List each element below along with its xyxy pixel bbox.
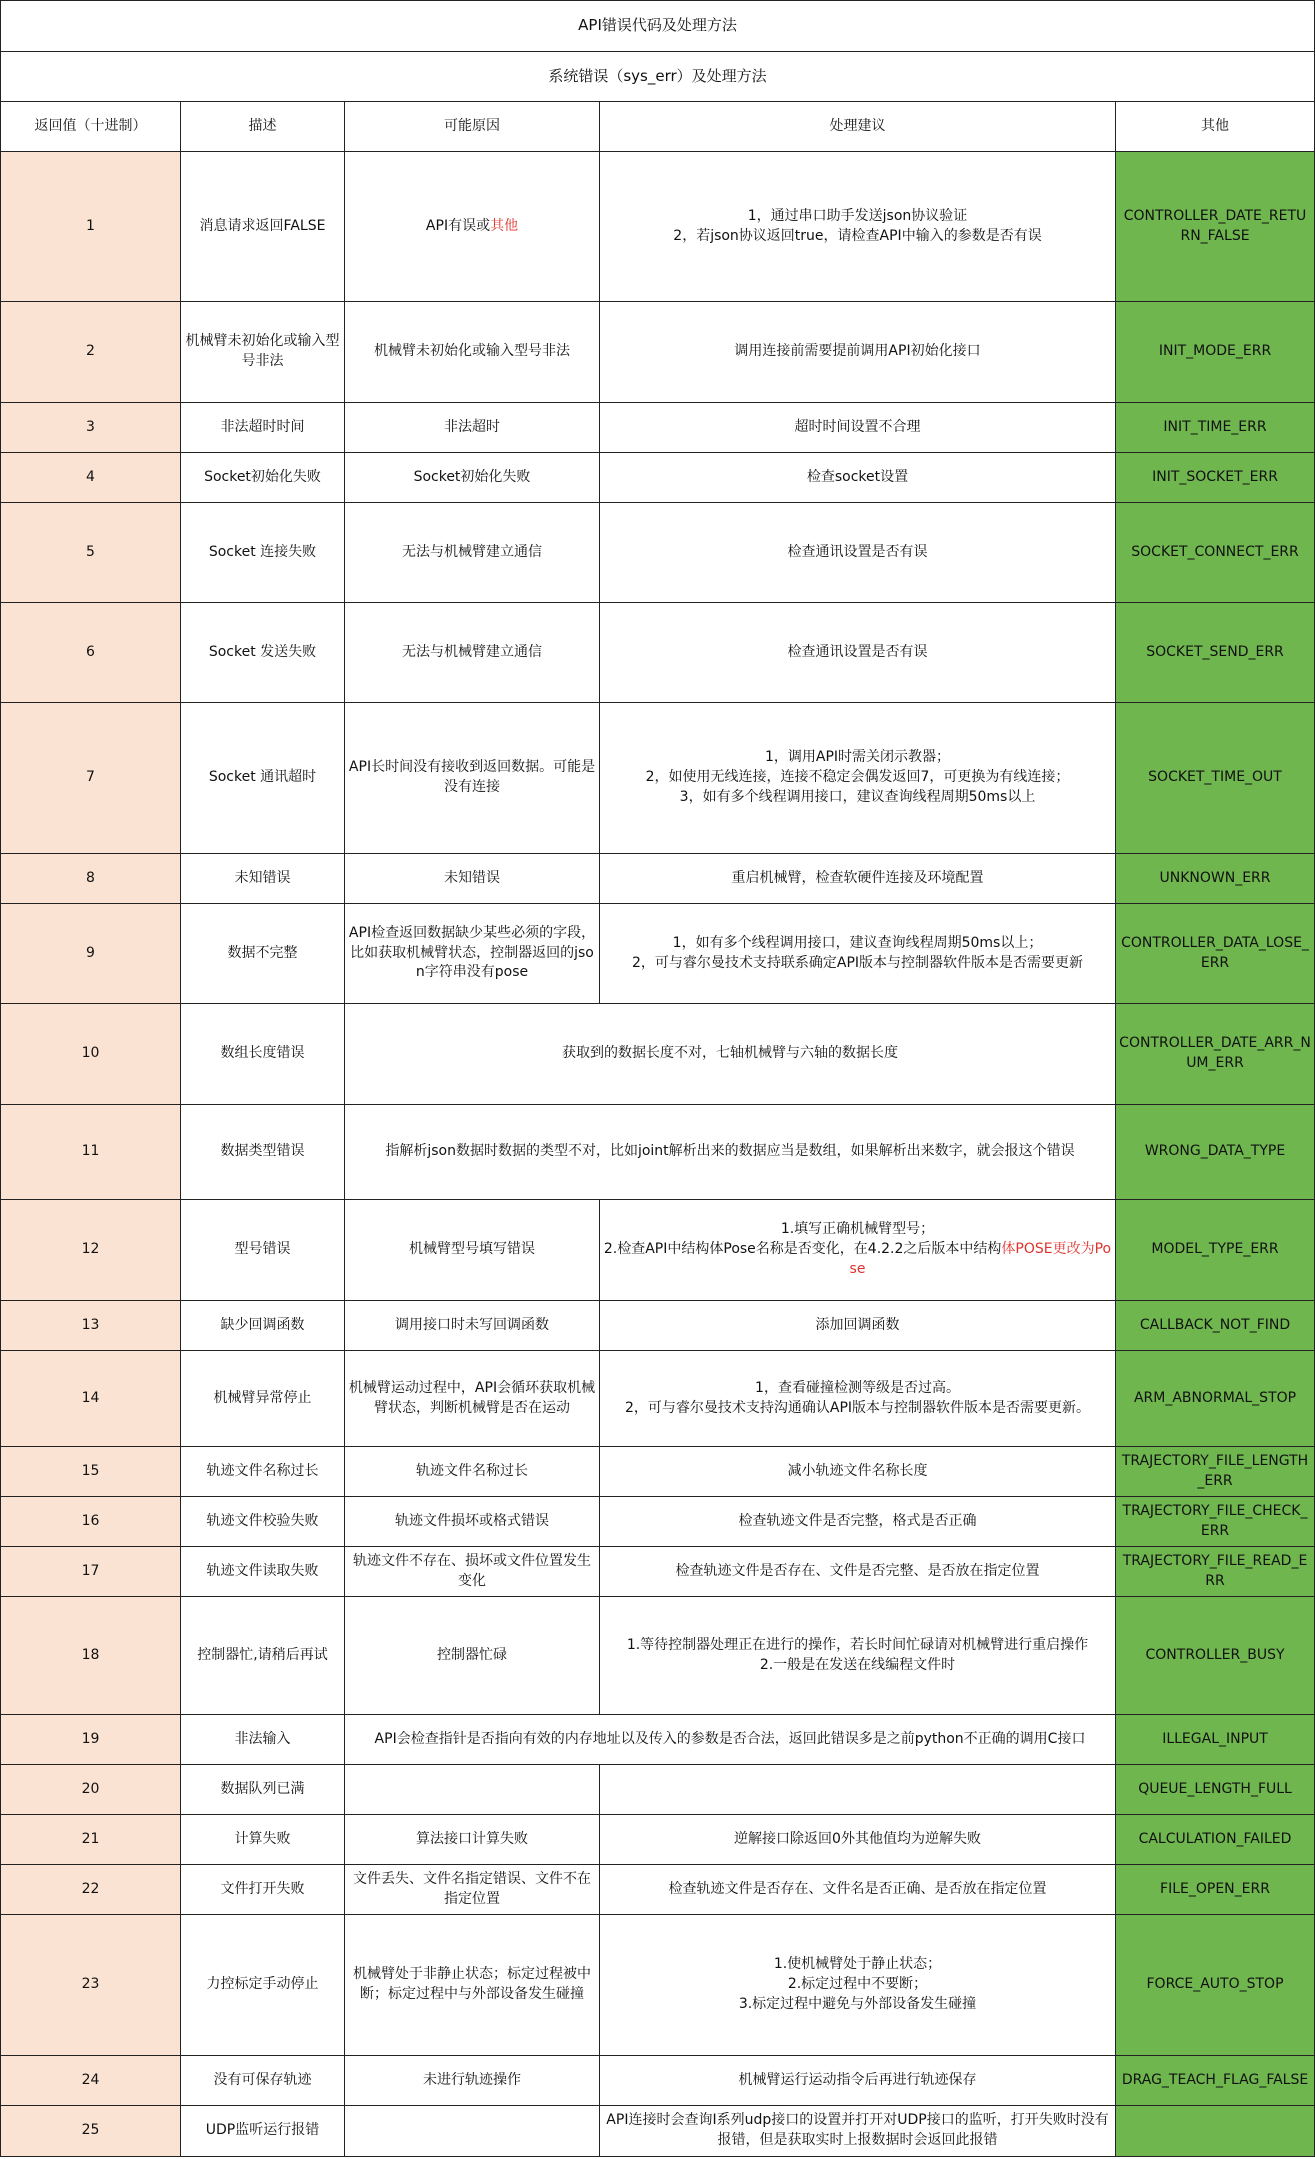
other-cell: INIT_TIME_ERR (1116, 403, 1315, 453)
header-other: 其他 (1116, 102, 1315, 152)
table-row (1, 1547, 1315, 1597)
other-cell: TRAJECTORY_FILE_CHECK_ERR (1116, 1497, 1315, 1547)
advice-line: 1，通过串口助手发送json协议验证 (747, 207, 968, 224)
header-row (1, 102, 1315, 152)
other-cell (1116, 2106, 1315, 2157)
possible-cause-cell: API长时间没有接收到返回数据。可能是没有连接 (345, 703, 600, 854)
table-row (1, 2056, 1315, 2106)
return-value-cell: 4 (1, 453, 181, 503)
table-row (1, 1497, 1315, 1547)
header-return-value: 返回值（十进制） (1, 102, 181, 152)
description-cell: 没有可保存轨迹 (181, 2056, 345, 2106)
table-row (1, 1765, 1315, 1815)
return-value-cell: 18 (1, 1597, 181, 1715)
other-cell: CALLBACK_NOT_FIND (1116, 1301, 1315, 1351)
return-value-cell: 9 (1, 904, 181, 1004)
advice-cell (600, 302, 1116, 403)
header-possible-cause: 可能原因 (345, 102, 600, 152)
advice-line: 1.使机械臂处于静止状态； (773, 1956, 942, 1973)
description-cell: Socket 发送失败 (181, 603, 345, 703)
other-cell: CONTROLLER_DATA_LOSE_ERR (1116, 904, 1315, 1004)
header-advice: 处理建议 (600, 102, 1116, 152)
merged-cause-advice-cell: 指解析json数据时数据的类型不对，比如joint解析出来的数据应当是数组，如果解析出来数字，就会报这个错误 (345, 1105, 1116, 1200)
other-cell: SOCKET_CONNECT_ERR (1116, 503, 1315, 603)
table-title: API错误代码及处理方法 (1, 1, 1315, 52)
return-value-cell: 21 (1, 1815, 181, 1865)
advice-line: 超时时间设置不合理 (794, 418, 921, 435)
advice-line: 1.填写正确机械臂型号； (780, 1221, 935, 1238)
table-row (1, 1200, 1315, 1301)
advice-line: 1.等待控制器处理正在进行的操作，若长时间忙碌请对机械臂进行重启操作 (626, 1636, 1089, 1653)
description-cell: 轨迹文件名称过长 (181, 1447, 345, 1497)
possible-cause-cell: 轨迹文件损坏或格式错误 (345, 1497, 600, 1547)
possible-cause-cell: 机械臂型号填写错误 (345, 1200, 600, 1301)
other-cell: DRAG_TEACH_FLAG_FALSE (1116, 2056, 1315, 2106)
return-value-cell: 12 (1, 1200, 181, 1301)
return-value-cell: 11 (1, 1105, 181, 1200)
possible-cause-cell: 无法与机械臂建立通信 (345, 603, 600, 703)
return-value-cell: 6 (1, 603, 181, 703)
other-cell: FILE_OPEN_ERR (1116, 1865, 1315, 1915)
advice-cell (600, 904, 1116, 1004)
advice-line: 2，如使用无线连接，连接不稳定会偶发返回7，可更换为有线连接； (645, 769, 1070, 786)
description-cell: 消息请求返回FALSE (181, 152, 345, 302)
other-cell: CONTROLLER_DATE_ARR_NUM_ERR (1116, 1004, 1315, 1105)
possible-cause-cell: 控制器忙碌 (345, 1597, 600, 1715)
description-cell: UDP监听运行报错 (181, 2106, 345, 2157)
return-value-cell: 25 (1, 2106, 181, 2157)
description-cell: 机械臂异常停止 (181, 1351, 345, 1447)
possible-cause-cell: API检查返回数据缺少某些必须的字段，比如获取机械臂状态，控制器返回的json字符串没有pose (345, 904, 600, 1004)
return-value-cell: 1 (1, 152, 181, 302)
return-value-cell: 7 (1, 703, 181, 854)
table-subtitle: 系统错误（sys_err）及处理方法 (1, 52, 1315, 102)
possible-cause-cell (345, 152, 600, 302)
other-cell: QUEUE_LENGTH_FULL (1116, 1765, 1315, 1815)
table-row (1, 1447, 1315, 1497)
possible-cause-cell: 非法超时 (345, 403, 600, 453)
advice-cell (600, 2106, 1116, 2157)
advice-line: 3.标定过程中避免与外部设备发生碰撞 (738, 1995, 977, 2012)
other-cell: ILLEGAL_INPUT (1116, 1715, 1315, 1765)
advice-cell (600, 1815, 1116, 1865)
description-cell: 型号错误 (181, 1200, 345, 1301)
cause-text: API有误或 (425, 217, 491, 234)
advice-line: 减小轨迹文件名称长度 (787, 1462, 928, 1479)
description-cell: Socket初始化失败 (181, 453, 345, 503)
advice-line: 逆解接口除返回0外其他值均为逆解失败 (734, 1830, 981, 1847)
advice-line: 1，调用API时需关闭示教器； (764, 749, 951, 766)
description-cell: 非法超时时间 (181, 403, 345, 453)
description-cell: 控制器忙,请稍后再试 (181, 1597, 345, 1715)
return-value-cell: 8 (1, 854, 181, 904)
description-cell: 机械臂未初始化或输入型号非法 (181, 302, 345, 403)
other-cell: UNKNOWN_ERR (1116, 854, 1315, 904)
advice-line: 添加回调函数 (815, 1316, 900, 1333)
return-value-cell: 5 (1, 503, 181, 603)
other-cell: WRONG_DATA_TYPE (1116, 1105, 1315, 1200)
advice-line: 检查轨迹文件是否完整，格式是否正确 (738, 1512, 977, 1529)
merged-cause-advice-cell: 获取到的数据长度不对，七轴机械臂与六轴的数据长度 (345, 1004, 1116, 1105)
possible-cause-cell: 无法与机械臂建立通信 (345, 503, 600, 603)
advice-line: 2，若json协议返回true，请检查API中输入的参数是否有误 (673, 227, 1042, 244)
return-value-cell: 3 (1, 403, 181, 453)
other-cell: CONTROLLER_DATE_RETURN_FALSE (1116, 152, 1315, 302)
advice-cell (600, 2056, 1116, 2106)
table-row (1, 1815, 1315, 1865)
table-row (1, 403, 1315, 453)
advice-cell (600, 403, 1116, 453)
description-cell: 缺少回调函数 (181, 1301, 345, 1351)
possible-cause-cell: 调用接口时未写回调函数 (345, 1301, 600, 1351)
table-row (1, 1715, 1315, 1765)
advice-cell (600, 1447, 1116, 1497)
description-cell: 数据不完整 (181, 904, 345, 1004)
subtitle-row (1, 52, 1315, 102)
advice-line: 2.标定过程中不要断； (787, 1976, 928, 1993)
table-row (1, 854, 1315, 904)
description-cell: 轨迹文件读取失败 (181, 1547, 345, 1597)
table-row (1, 603, 1315, 703)
advice-line: 检查轨迹文件是否存在、文件是否完整、是否放在指定位置 (675, 1562, 1040, 1579)
advice-cell (600, 503, 1116, 603)
table-row (1, 152, 1315, 302)
description-cell: 数据队列已满 (181, 1765, 345, 1815)
possible-cause-cell (345, 1765, 600, 1815)
advice-line: 检查轨迹文件是否存在、文件名是否正确、是否放在指定位置 (668, 1880, 1047, 1897)
description-cell: 文件打开失败 (181, 1865, 345, 1915)
table-row (1, 703, 1315, 854)
other-cell: INIT_MODE_ERR (1116, 302, 1315, 403)
advice-line: 机械臂运行运动指令后再进行轨迹保存 (738, 2071, 977, 2088)
return-value-cell: 14 (1, 1351, 181, 1447)
advice-line: 3，如有多个线程调用接口，建议查询线程周期50ms以上 (679, 788, 1036, 805)
advice-line: 重启机械臂，检查软硬件连接及环境配置 (731, 869, 984, 886)
advice-line: 2，可与睿尔曼技术支持沟通确认API版本与控制器软件版本是否需要更新。 (624, 1399, 1091, 1416)
table-row (1, 503, 1315, 603)
advice-cell (600, 603, 1116, 703)
return-value-cell: 24 (1, 2056, 181, 2106)
description-cell: 数组长度错误 (181, 1004, 345, 1105)
advice-cell (600, 703, 1116, 854)
advice-cell (600, 453, 1116, 503)
advice-cell (600, 1497, 1116, 1547)
advice-cell (600, 1765, 1116, 1815)
return-value-cell: 19 (1, 1715, 181, 1765)
other-cell: TRAJECTORY_FILE_READ_ERR (1116, 1547, 1315, 1597)
advice-cell (600, 1200, 1116, 1301)
possible-cause-cell: Socket初始化失败 (345, 453, 600, 503)
advice-line: 2，可与睿尔曼技术支持联系确定API版本与控制器软件版本是否需要更新 (631, 954, 1084, 971)
return-value-cell: 10 (1, 1004, 181, 1105)
other-cell: TRAJECTORY_FILE_LENGTH_ERR (1116, 1447, 1315, 1497)
advice-line: 1，如有多个线程调用接口，建议查询线程周期50ms以上； (672, 934, 1043, 951)
description-cell: Socket 通讯超时 (181, 703, 345, 854)
other-cell: MODEL_TYPE_ERR (1116, 1200, 1315, 1301)
return-value-cell: 20 (1, 1765, 181, 1815)
advice-cell (600, 1301, 1116, 1351)
description-cell: Socket 连接失败 (181, 503, 345, 603)
possible-cause-cell: 算法接口计算失败 (345, 1815, 600, 1865)
advice-cell (600, 854, 1116, 904)
table-row (1, 1301, 1315, 1351)
advice-line (603, 1240, 1112, 1280)
return-value-cell: 22 (1, 1865, 181, 1915)
advice-cell (600, 1597, 1116, 1715)
return-value-cell: 2 (1, 302, 181, 403)
other-cell: ARM_ABNORMAL_STOP (1116, 1351, 1315, 1447)
cause-highlight-text: 其他 (490, 217, 519, 234)
table-row (1, 904, 1315, 1004)
advice-line: 检查通讯设置是否有误 (787, 543, 928, 560)
title-row (1, 1, 1315, 52)
advice-cell (600, 1915, 1116, 2056)
other-cell: CALCULATION_FAILED (1116, 1815, 1315, 1865)
other-cell: INIT_SOCKET_ERR (1116, 453, 1315, 503)
merged-cause-advice-cell: API会检查指针是否指向有效的内存地址以及传入的参数是否合法，返回此错误多是之前python不正确的调用C接口 (345, 1715, 1116, 1765)
table-row (1, 302, 1315, 403)
advice-cell (600, 152, 1116, 302)
return-value-cell: 23 (1, 1915, 181, 2056)
possible-cause-cell: 轨迹文件不存在、损坏或文件位置发生变化 (345, 1547, 600, 1597)
description-cell: 计算失败 (181, 1815, 345, 1865)
advice-line: 1，查看碰撞检测等级是否过高。 (755, 1379, 960, 1396)
description-cell: 未知错误 (181, 854, 345, 904)
other-cell: FORCE_AUTO_STOP (1116, 1915, 1315, 2056)
table-row (1, 2106, 1315, 2157)
return-value-cell: 15 (1, 1447, 181, 1497)
advice-line: API连接时会查询I系列udp接口的设置并打开对UDP接口的监听，打开失败时没有报错，但是获取实时上报数据时会返回此报错 (606, 2112, 1109, 2148)
advice-line: 2.一般是在发送在线编程文件时 (759, 1656, 956, 1673)
advice-text: 2.检查API中结构体Pose名称是否变化，在4.2.2之后版本中结构 (603, 1241, 1002, 1258)
description-cell: 数据类型错误 (181, 1105, 345, 1200)
description-cell: 力控标定手动停止 (181, 1915, 345, 2056)
advice-highlight-text: 体POSE更改为Pose (849, 1241, 1112, 1277)
return-value-cell: 17 (1, 1547, 181, 1597)
advice-cell (600, 1547, 1116, 1597)
advice-cell (600, 1865, 1116, 1915)
table-row (1, 1004, 1315, 1105)
table-row (1, 1915, 1315, 2056)
advice-cell (600, 1351, 1116, 1447)
description-cell: 非法输入 (181, 1715, 345, 1765)
return-value-cell: 16 (1, 1497, 181, 1547)
table-row (1, 1597, 1315, 1715)
header-description: 描述 (181, 102, 345, 152)
possible-cause-cell: 机械臂未初始化或输入型号非法 (345, 302, 600, 403)
advice-line: 调用连接前需要提前调用API初始化接口 (734, 343, 981, 360)
table-row (1, 453, 1315, 503)
table-row (1, 1351, 1315, 1447)
possible-cause-cell: 未进行轨迹操作 (345, 2056, 600, 2106)
table-row (1, 1865, 1315, 1915)
other-cell: SOCKET_SEND_ERR (1116, 603, 1315, 703)
possible-cause-cell: 机械臂处于非静止状态；标定过程被中断；标定过程中与外部设备发生碰撞 (345, 1915, 600, 2056)
possible-cause-cell: 机械臂运动过程中，API会循环获取机械臂状态，判断机械臂是否在运动 (345, 1351, 600, 1447)
possible-cause-cell: 未知错误 (345, 854, 600, 904)
other-cell: SOCKET_TIME_OUT (1116, 703, 1315, 854)
possible-cause-cell: 轨迹文件名称过长 (345, 1447, 600, 1497)
other-cell: CONTROLLER_BUSY (1116, 1597, 1315, 1715)
possible-cause-cell (345, 2106, 600, 2157)
possible-cause-cell: 文件丢失、文件名指定错误、文件不在指定位置 (345, 1865, 600, 1915)
table-row (1, 1105, 1315, 1200)
return-value-cell: 13 (1, 1301, 181, 1351)
description-cell: 轨迹文件校验失败 (181, 1497, 345, 1547)
advice-line: 检查socket设置 (806, 468, 909, 485)
advice-line: 检查通讯设置是否有误 (787, 643, 928, 660)
